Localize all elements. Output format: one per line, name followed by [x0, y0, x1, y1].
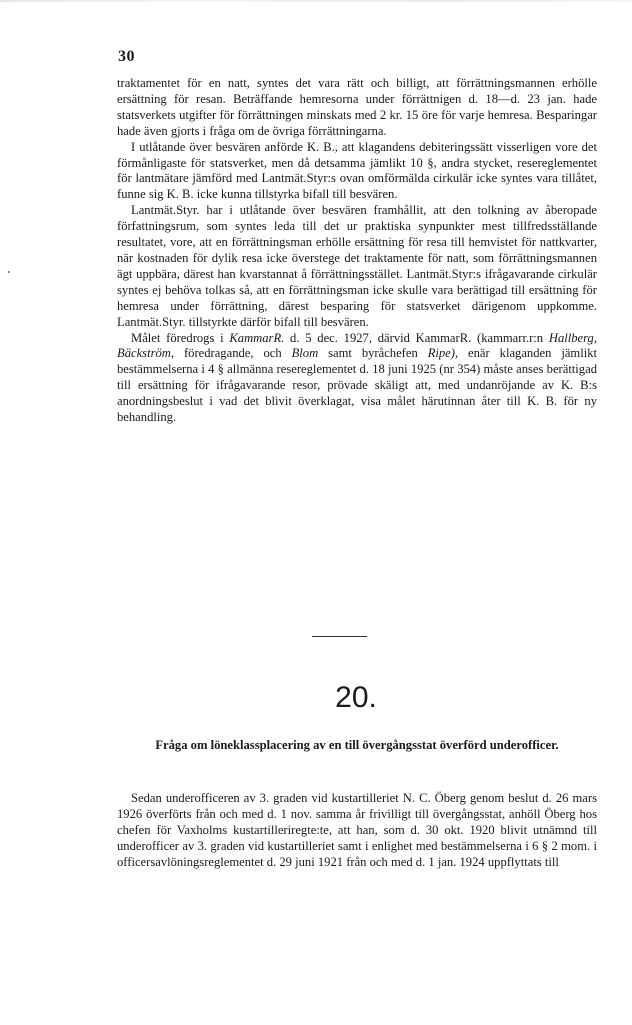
- ruling-judge-3: Blom: [291, 346, 319, 361]
- ruling-text-3: föredragande, och: [174, 346, 292, 361]
- scan-edge-artifact: [0, 0, 632, 2]
- section-divider: [312, 636, 367, 637]
- ruling-judges: Hallberg, Bäckström,: [117, 330, 597, 361]
- ruling-text-4: samt byråchefen: [318, 346, 428, 361]
- section-number: 20.: [335, 681, 377, 714]
- ruling-court: KammarR.: [229, 330, 285, 345]
- section-heading: Fråga om löneklassplacering av en till övergångsstat överförd underofficer.: [155, 738, 559, 752]
- paragraph-continuation: traktamentet för en natt, syntes det vara rätt och billigt, att förrättningsmannen erhölle ersättning för resan. Beträffande hemresorna under förrättnigen d. 18—d. 23 jan. hade statsverkets utgifter för förrättningen minskats med 2 kr. 15 öre för varje hemresa. Besparingar hade även gjorts i fråga om de övriga förrättningarna.: [117, 76, 597, 138]
- paragraph-section-20: Sedan underofficeren av 3. graden vid kustartilleriet N. C. Öberg genom beslut d. 26 mars 1926 överförts från och med d. 1 nov. samma år frivilligt till övergångsstat, anhöll Öberg hos chefen för Vaxholms kustartilleriregte:te, att han, som d. 30 okt. 1920 blivit utnämnd till underofficer av 3. graden vid kustartilleriet samt i enlighet med bestämmelserna i 6 § 2 mom. i officersavlöningsreglementet d. 29 juni 1921 från och med d. 1 jan. 1924 uppflyttats till: [117, 791, 597, 869]
- paragraph-kb-statement: I utlåtande över besvären anförde K. B., att klagandens debiteringssätt visserligen vore det förmånligaste för statsverket, men då detsamma jämlikt 10 §, andra stycket, resereglementet för lantmätare jämförd med Lantmät.Styr:s ovan omförmälda cirkulär icke syntes vara tillåtet, funne sig K. B. icke kunna tillstyrka bifall till besvären.: [117, 139, 597, 202]
- margin-speck: [8, 271, 10, 273]
- ruling-text-1: Målet föredrogs i: [131, 330, 230, 345]
- page-number: 30: [118, 48, 135, 65]
- top-body-text: [117, 76, 597, 426]
- ruling-text-5: enär klaganden jämlikt bestämmelserna i 4 § allmänna resereglementet d. 18 juni 1925 (nr 354) måste anses berättigad till ersättning för ifrågavarande resor, prövade skäligt att, med undanröjande av K. B:s anordningsbeslut i vad det blivit överklagat, visa målet härutinnan åter till K. B. för ny behandling.: [117, 346, 598, 425]
- ruling-text-2: d. 5 dec. 1927, därvid KammarR. (kammarr.r:n: [284, 330, 549, 345]
- paragraph-ruling: [117, 331, 597, 426]
- ruling-chief: Ripe),: [427, 346, 459, 361]
- paragraph-lantmat-statement: Lantmät.Styr. har i utlåtande över besvären framhållit, att den tolkning av åberopade författningsrum, som syntes leda till det ur praktiska synpunkter mest tillfredsställande resultatet, vore, att en förrättningsman erhölle ersättning för resa till hemvistet för nattkvarter, när kostnaden för dylik resa icke överstege det traktamente för natt, som förrättningsmannen ägt uppbära, därest han kvarstannat å förrättningsstället. Lantmät.Styr:s ifrågavarande cirkulär syntes ej behöva tolkas så, att en förrättningsman icke skulle vara berättigad till ersättning för hemresa under förrättning, därest besparing för statsverket därigenom uppkomme. Lantmät.Styr. tillstyrkte därför bifall till besvären.: [117, 203, 597, 329]
- bottom-body-text: [117, 791, 597, 871]
